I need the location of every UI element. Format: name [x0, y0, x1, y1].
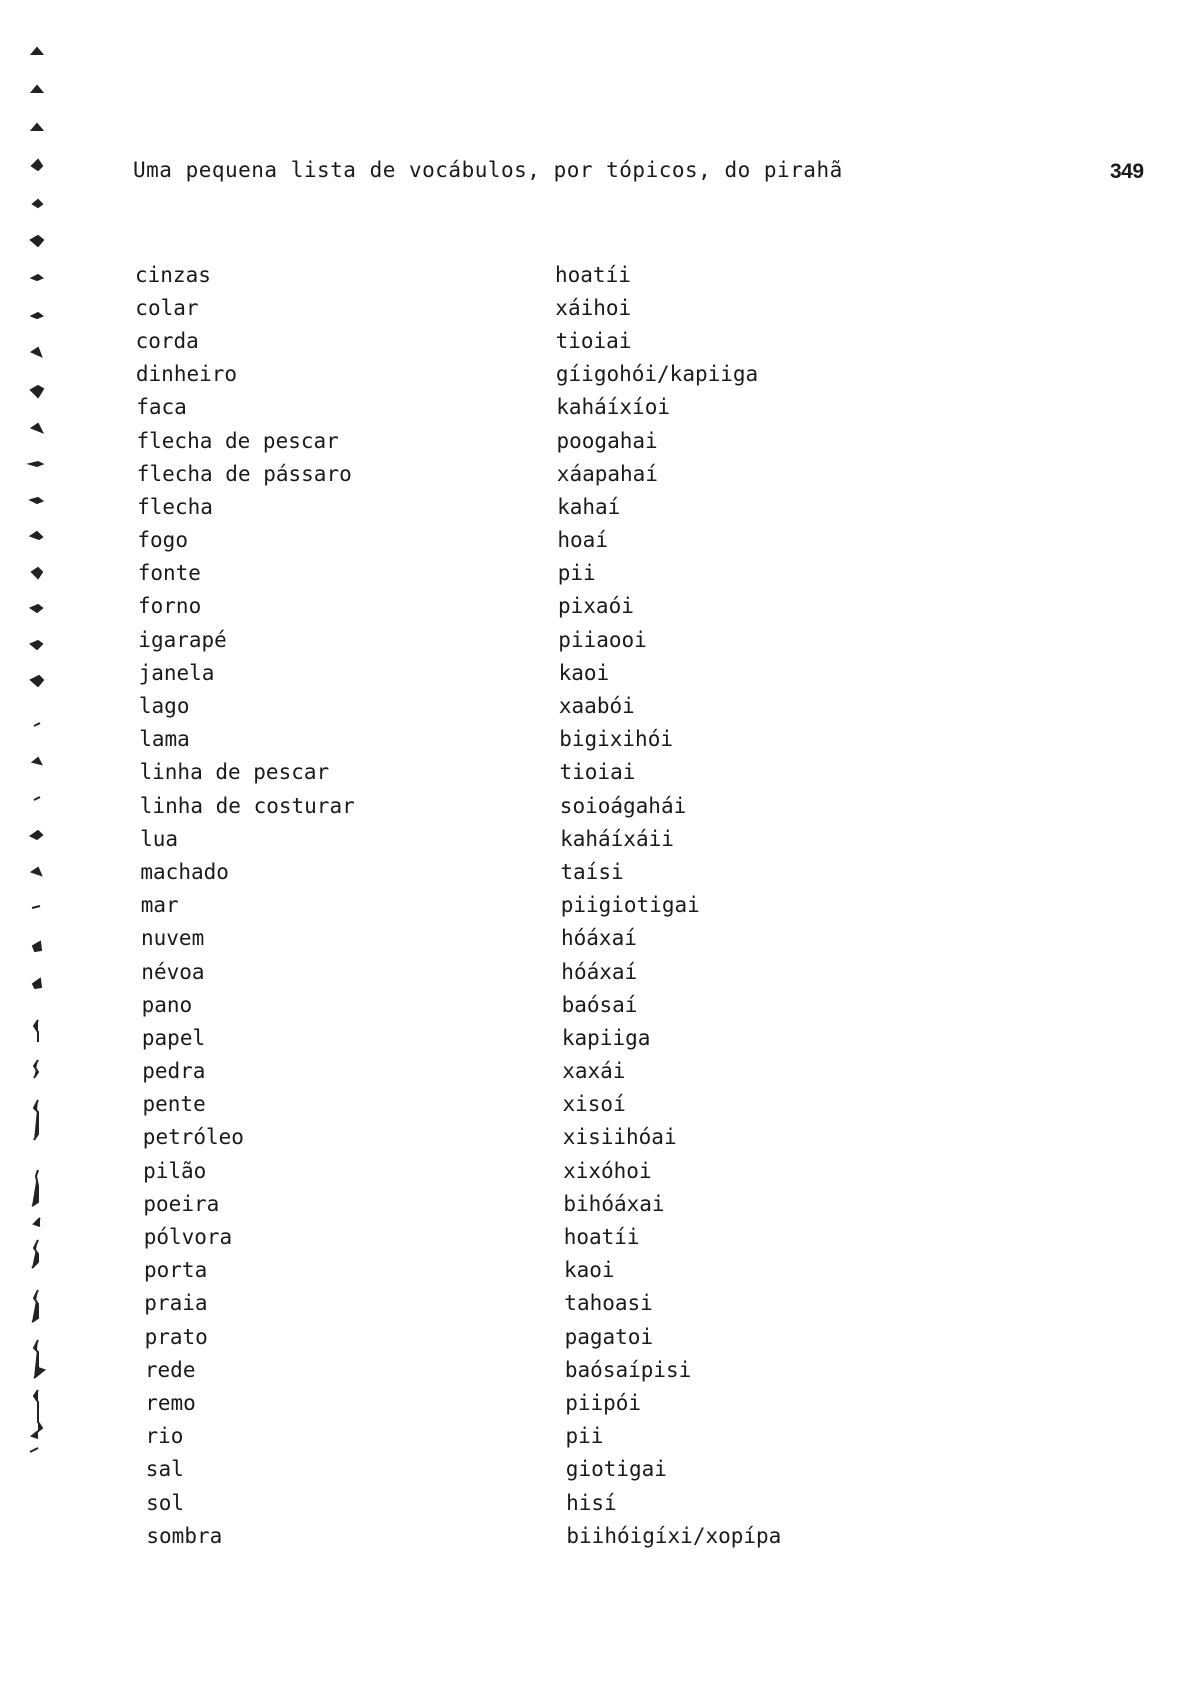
piraha-term: pixaói — [558, 594, 634, 619]
portuguese-term: mar — [140, 893, 179, 918]
portuguese-term: faca — [136, 395, 187, 420]
vocab-row — [135, 1121, 855, 1154]
piraha-term: tahoasi — [564, 1291, 653, 1316]
piraha-term: hisí — [566, 1490, 617, 1515]
vocab-row — [135, 656, 855, 689]
portuguese-term: prato — [144, 1324, 208, 1349]
vocab-row — [135, 1254, 855, 1287]
portuguese-term: remo — [145, 1390, 196, 1415]
vocab-row — [135, 524, 855, 557]
portuguese-term: pedra — [142, 1059, 206, 1084]
portuguese-term: flecha — [137, 494, 213, 519]
vocab-row — [135, 789, 855, 822]
portuguese-term: rede — [144, 1357, 196, 1382]
vocab-row — [135, 1055, 855, 1088]
vocab-row — [135, 1386, 855, 1419]
piraha-term: soioágahái — [559, 793, 687, 818]
portuguese-term: cinzas — [135, 262, 211, 287]
portuguese-term: flecha de pescar — [136, 428, 339, 453]
portuguese-term: rio — [145, 1424, 184, 1449]
portuguese-term: fogo — [137, 528, 188, 553]
vocab-row — [135, 1486, 855, 1519]
vocab-row — [135, 490, 855, 523]
vocab-row — [135, 291, 855, 324]
portuguese-term: fonte — [137, 561, 201, 586]
piraha-term: hóáxaí — [561, 959, 638, 984]
portuguese-term: sol — [146, 1490, 185, 1515]
piraha-term: giotigai — [565, 1457, 667, 1482]
portuguese-term: pilão — [143, 1158, 207, 1183]
portuguese-term: flecha de pássaro — [136, 461, 352, 486]
piraha-term: xáihoi — [555, 295, 632, 320]
vocab-row — [135, 1453, 855, 1486]
portuguese-term: linha de pescar — [139, 760, 330, 785]
portuguese-term: poeira — [143, 1191, 220, 1216]
piraha-term: hoatíi — [563, 1225, 640, 1250]
binding-marks-graphic — [26, 40, 66, 1660]
portuguese-term: nuvem — [141, 926, 205, 951]
vocab-row — [135, 1220, 855, 1253]
vocab-row — [135, 889, 855, 922]
piraha-term: kapiiga — [561, 1025, 651, 1050]
piraha-term: tioiai — [559, 760, 636, 785]
piraha-term: piiaooi — [558, 627, 647, 652]
running-title: Uma pequena lista de vocábulos, por tópicos, do pirahã — [133, 158, 843, 182]
piraha-term: tioiai — [555, 328, 632, 353]
vocab-row — [135, 258, 855, 291]
vocab-row — [135, 391, 855, 424]
piraha-term: biihóigíxi/xopípa — [566, 1523, 782, 1548]
vocab-row — [135, 756, 855, 789]
vocab-row — [135, 723, 855, 756]
piraha-term: kaoi — [564, 1258, 615, 1283]
piraha-term: baósaí — [561, 992, 638, 1017]
piraha-term: gíigohói/kapiiga — [555, 362, 759, 387]
vocab-row — [135, 623, 855, 656]
portuguese-term: praia — [144, 1291, 208, 1316]
piraha-term: bigixihói — [559, 727, 673, 752]
piraha-term: pii — [557, 561, 596, 586]
piraha-term: kahaí — [557, 494, 621, 519]
vocab-row — [135, 324, 855, 357]
vocab-row — [135, 822, 855, 855]
piraha-term: taísi — [560, 859, 624, 884]
portuguese-term: colar — [135, 295, 199, 320]
piraha-term: pagatoi — [564, 1324, 654, 1349]
vocab-row — [135, 855, 855, 888]
piraha-term: kaoi — [558, 660, 610, 685]
portuguese-term: corda — [135, 328, 199, 353]
portuguese-term: petróleo — [142, 1125, 244, 1150]
piraha-term: piipói — [565, 1390, 642, 1415]
piraha-term: hóáxaí — [561, 926, 637, 951]
vocab-row — [135, 988, 855, 1021]
portuguese-term: linha de costurar — [139, 793, 355, 818]
vocab-row — [135, 424, 855, 457]
vocab-row — [135, 1187, 855, 1220]
portuguese-term: papel — [141, 1025, 206, 1050]
piraha-term: baósaípisi — [564, 1357, 692, 1382]
portuguese-term: pente — [142, 1092, 206, 1117]
portuguese-term: névoa — [141, 959, 205, 984]
portuguese-term: dinheiro — [135, 362, 238, 387]
page-number: 349 — [1110, 160, 1144, 183]
binding-edge-marks — [26, 40, 66, 1660]
portuguese-term: sombra — [146, 1523, 223, 1548]
portuguese-term: janela — [138, 660, 215, 685]
piraha-term: xisoí — [562, 1092, 626, 1117]
piraha-term: bihóáxai — [563, 1191, 665, 1216]
piraha-term: hoaí — [557, 528, 608, 553]
vocab-row — [135, 557, 855, 590]
vocab-row — [135, 689, 855, 722]
portuguese-term: pano — [141, 992, 193, 1017]
vocab-row — [135, 955, 855, 988]
portuguese-term: machado — [140, 859, 229, 884]
portuguese-term: igarapé — [138, 627, 227, 652]
piraha-term: xáapahaí — [556, 461, 658, 486]
piraha-term: pii — [565, 1424, 604, 1449]
vocabulary-list — [135, 258, 855, 1552]
vocab-row — [135, 1420, 855, 1453]
piraha-term: hoatíi — [555, 262, 631, 287]
piraha-term: piigiotigai — [560, 893, 700, 918]
portuguese-term: porta — [144, 1258, 208, 1283]
portuguese-term: forno — [138, 594, 202, 619]
vocab-row — [135, 1021, 855, 1054]
vocab-row — [135, 1320, 855, 1353]
portuguese-term: pólvora — [143, 1225, 233, 1250]
piraha-term: xaxái — [562, 1059, 626, 1084]
vocab-row — [135, 358, 855, 391]
piraha-term: xaabói — [558, 694, 635, 719]
vocab-row — [135, 1154, 855, 1187]
piraha-term: xixóhoi — [563, 1158, 652, 1183]
vocab-row — [135, 1353, 855, 1386]
portuguese-term: lua — [140, 826, 179, 851]
piraha-term: xisiihóai — [562, 1125, 677, 1150]
portuguese-term: lago — [138, 694, 190, 719]
portuguese-term: sal — [145, 1457, 184, 1482]
vocab-row — [135, 922, 855, 955]
piraha-term: poogahai — [556, 428, 658, 453]
vocab-row — [135, 1287, 855, 1320]
piraha-term: kaháíxáii — [560, 826, 674, 851]
vocab-row — [135, 1519, 855, 1552]
vocab-row — [135, 457, 855, 490]
portuguese-term: lama — [139, 727, 190, 752]
piraha-term: kaháíxíoi — [556, 395, 670, 420]
vocab-row — [135, 590, 855, 623]
vocab-row — [135, 1088, 855, 1121]
